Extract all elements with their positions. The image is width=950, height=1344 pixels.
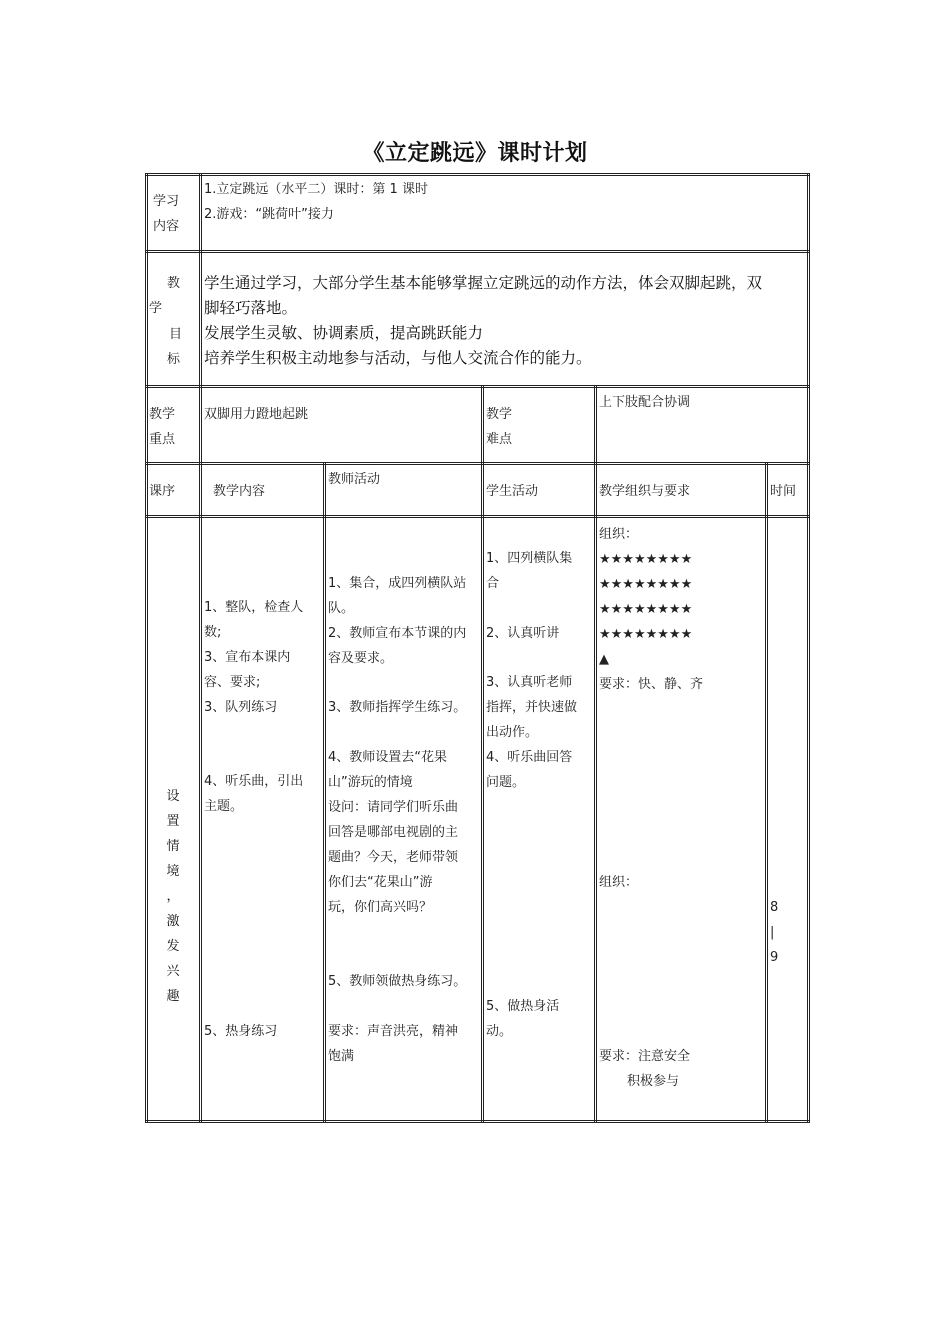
formation-row: ★★★★★★★★ [599,577,693,592]
org-label: 组织： [599,527,639,542]
section-label-char: 激 [166,914,180,929]
key-point-label: 教学 [149,407,176,422]
teacher-activity: 4、教师设置去“花果 [328,750,448,765]
teacher-activity: 山”游玩的情境 [328,775,413,790]
difficulty-label: 教学 [486,407,513,422]
teacher-activity: 2、教师宣布本节课的内 [328,626,467,641]
section-label-char: 兴 [166,964,180,979]
section-label-char: 发 [166,939,180,954]
study-content-line: 1.立定跳远（水平二）课时：第 1 课时 [204,182,428,197]
lesson-plan-table [145,173,810,1123]
formation-row: ★★★★★★★★ [599,602,693,617]
goal-label: 教 [167,276,181,291]
content-item: 4、听乐曲，引出 [204,774,304,789]
study-label: 内容 [153,219,180,234]
formation-row: ★★★★★★★★ [599,627,693,642]
content-item: 5、热身练习 [204,1024,278,1039]
difficulty-label: 难点 [486,432,513,447]
student-activity: 5、做热身活 [486,999,560,1014]
student-activity: 出动作。 [486,725,539,740]
section-label-char: 趣 [166,989,180,1004]
student-activity: 4、听乐曲回答 [486,750,573,765]
content-item: 3、宣布本课内 [204,650,291,665]
teacher-position-icon: ▲ [599,652,609,667]
key-point-label: 重点 [149,432,176,447]
formation-row: ★★★★★★★★ [599,552,693,567]
row-divider [145,515,810,518]
student-activity: 问题。 [486,775,526,790]
header-teacher: 教师活动 [328,472,381,487]
content-item: 容、要求; [204,675,261,690]
section-label-char: ， [166,889,180,904]
table-border-left [145,173,148,1123]
header-time: 时间 [770,484,797,499]
content-item: 3、队列练习 [204,700,278,715]
org-label: 组织： [599,875,639,890]
goal-label: 目 [169,327,183,342]
teacher-activity: 回答是哪部电视剧的主 [328,825,459,840]
time-value: | [770,925,775,940]
teacher-activity: 队。 [328,601,355,616]
time-value: 9 [770,950,779,965]
header-org: 教学组织与要求 [599,484,691,499]
teacher-activity: 玩，你们高兴吗？ [328,900,433,915]
table-border-bottom [145,1120,810,1123]
student-activity: 1、四列横队集 [486,551,573,566]
teacher-activity: 设问：请同学们听乐曲 [328,800,459,815]
header-content: 教学内容 [213,484,266,499]
org-requirement: 要求：注意安全 [599,1049,691,1064]
difficulty-text: 上下肢配合协调 [599,395,691,410]
column-divider [199,173,202,1123]
table-border-top [145,173,810,176]
student-activity: 3、认真听老师 [486,675,573,690]
teacher-activity: 3、教师指挥学生练习。 [328,700,467,715]
column-divider [323,462,326,1123]
study-content-line: 2.游戏：“跳荷叶”接力 [204,207,334,222]
org-requirement: 积极参与 [627,1074,680,1089]
row-divider [145,385,810,388]
section-label-char: 设 [166,789,180,804]
time-value: 8 [770,900,779,915]
column-divider [594,385,597,1123]
content-item: 1、整队，检查人 [204,600,304,615]
table-border-right [807,173,810,1123]
teacher-activity: 题曲？今天，老师带领 [328,850,459,865]
header-student: 学生活动 [486,484,539,499]
section-label-char: 境 [166,864,180,879]
goal-label: 学 [149,301,163,316]
teacher-activity: 要求：声音洪亮，精神 [328,1024,459,1039]
goal-text-line: 学生通过学习，大部分学生基本能够掌握立定跳远的动作方法，体会双脚起跳，双 [204,274,763,292]
header-order: 课序 [149,484,176,499]
section-label-char: 情 [166,839,180,854]
teacher-activity: 你们去“花果山”游 [328,875,433,890]
content-item: 数; [204,625,222,640]
column-divider [481,385,484,1123]
teacher-activity: 饱满 [328,1049,355,1064]
teacher-activity: 5、教师领做热身练习。 [328,974,467,989]
goal-label: 标 [167,352,181,367]
teacher-activity: 容及要求。 [328,651,394,666]
row-divider [145,250,810,253]
goal-text-line: 培养学生积极主动地参与活动，与他人交流合作的能力。 [204,349,592,367]
student-activity: 合 [486,576,500,591]
row-divider [145,462,810,465]
org-requirement: 要求：快、静、齐 [599,677,704,692]
student-activity: 2、认真听讲 [486,626,560,641]
student-activity: 动。 [486,1024,513,1039]
goal-text-line: 脚轻巧落地。 [204,299,298,317]
goal-text-line: 发展学生灵敏、协调素质，提高跳跃能力 [204,324,484,342]
page-title: 《立定跳远》课时计划 [362,141,588,166]
key-point-text: 双脚用力蹬地起跳 [204,407,309,422]
student-activity: 指挥，并快速做 [486,700,578,715]
teacher-activity: 1、集合，成四列横队站 [328,576,467,591]
content-item: 主题。 [204,799,244,814]
column-divider [765,462,768,1123]
study-label: 学习 [153,194,180,209]
section-label-char: 置 [166,814,180,829]
